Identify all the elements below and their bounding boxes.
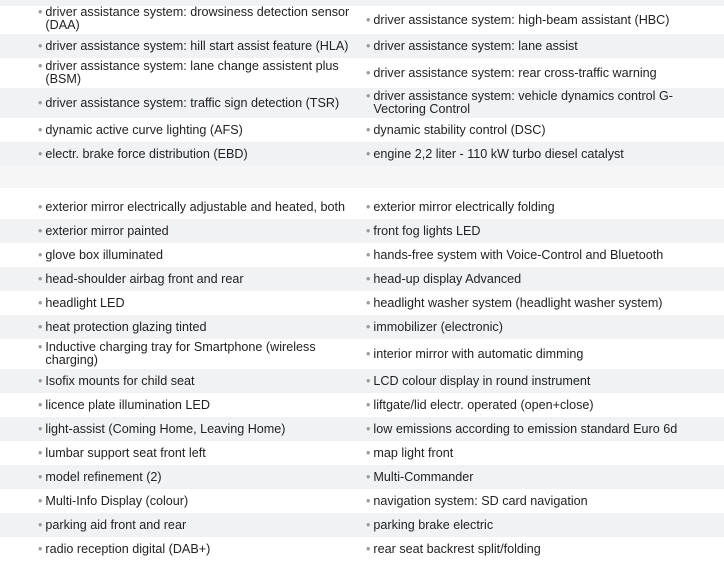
bullet-icon: •	[38, 373, 43, 388]
equipment-row	[0, 369, 724, 393]
bullet-icon: •	[366, 12, 371, 27]
equipment-item-right: • interior mirror with automatic dimming	[366, 346, 584, 361]
bullet-icon: •	[38, 199, 43, 214]
equipment-row	[0, 291, 724, 315]
bullet-icon: •	[38, 271, 43, 286]
bullet-icon: •	[366, 89, 371, 103]
bullet-icon: •	[38, 445, 43, 460]
bullet-icon: •	[38, 38, 43, 53]
equipment-row	[0, 465, 724, 489]
equipment-item-right: • LCD colour display in round instrument	[366, 373, 591, 388]
equipment-row	[0, 142, 724, 166]
bullet-icon: •	[366, 65, 371, 80]
equipment-item-right: • low emissions according to emission standard Euro 6d	[366, 421, 678, 436]
equipment-item-left: • driver assistance system: drowsiness detection sensor (DAA)	[38, 5, 350, 32]
equipment-item-left: • headlight LED	[38, 295, 125, 310]
bullet-icon: •	[38, 421, 43, 436]
bullet-icon: •	[366, 122, 371, 137]
bullet-icon: •	[366, 445, 371, 460]
equipment-item-left: • driver assistance system: lane change assistent plus (BSM)	[38, 59, 339, 86]
equipment-item-left: • lumbar support seat front left	[38, 445, 206, 460]
equipment-row	[0, 417, 724, 441]
equipment-row	[0, 118, 724, 142]
bullet-icon: •	[366, 271, 371, 286]
equipment-row	[0, 219, 724, 243]
equipment-item-left: • exterior mirror electrically adjustable and heated, both	[38, 199, 346, 214]
equipment-item-left: • electr. brake force distribution (EBD)	[38, 146, 248, 161]
bullet-icon: •	[366, 397, 371, 412]
bullet-icon: •	[38, 59, 43, 73]
equipment-item-right: • dynamic stability control (DSC)	[366, 122, 546, 137]
equipment-row	[0, 195, 724, 219]
bullet-icon: •	[38, 493, 43, 508]
equipment-item-left: • glove box illuminated	[38, 247, 164, 262]
equipment-item-right: • hands-free system with Voice-Control and Bluetooth	[366, 247, 664, 262]
equipment-row	[0, 315, 724, 339]
equipment-item-left: • dynamic active curve lighting (AFS)	[38, 122, 243, 137]
equipment-item-left: • Isofix mounts for child seat	[38, 373, 195, 388]
equipment-list-bottom	[0, 195, 724, 561]
bullet-icon: •	[38, 295, 43, 310]
bullet-icon: •	[366, 319, 371, 334]
bullet-icon: •	[38, 469, 43, 484]
equipment-item-right: • navigation system: SD card navigation	[366, 493, 588, 508]
equipment-row	[0, 34, 724, 58]
equipment-item-right: • liftgate/lid electr. operated (open+close)	[366, 397, 594, 412]
equipment-item-left: • light-assist (Coming Home, Leaving Home)	[38, 421, 286, 436]
bullet-icon: •	[38, 517, 43, 532]
bullet-icon: •	[366, 146, 371, 161]
bullet-icon: •	[366, 517, 371, 532]
equipment-item-right: • rear seat backrest split/folding	[366, 541, 541, 556]
equipment-item-right: • exterior mirror electrically folding	[366, 199, 555, 214]
equipment-item-left: • driver assistance system: traffic sign detection (TSR)	[38, 95, 340, 110]
equipment-item-right: • head-up display Advanced	[366, 271, 522, 286]
equipment-item-right: • headlight washer system (headlight washer system)	[366, 295, 663, 310]
bullet-icon: •	[38, 319, 43, 334]
equipment-item-left: • licence plate illumination LED	[38, 397, 210, 412]
bullet-icon: •	[38, 247, 43, 262]
equipment-item-left: • heat protection glazing tinted	[38, 319, 207, 334]
bullet-icon: •	[38, 5, 43, 19]
equipment-item-left: • parking aid front and rear	[38, 517, 187, 532]
equipment-row	[0, 393, 724, 417]
bullet-icon: •	[38, 95, 43, 110]
bullet-icon: •	[38, 541, 43, 556]
equipment-item-right: • engine 2,2 liter - 110 kW turbo diesel catalyst	[366, 146, 624, 161]
equipment-list-top	[0, 0, 724, 166]
bullet-icon: •	[366, 469, 371, 484]
bullet-icon: •	[366, 541, 371, 556]
equipment-row	[0, 441, 724, 465]
equipment-item-right: • parking brake electric	[366, 517, 494, 532]
equipment-item-left: • exterior mirror painted	[38, 223, 169, 238]
equipment-item-left: • Inductive charging tray for Smartphone (wireless charging)	[38, 340, 316, 367]
equipment-row	[0, 58, 724, 88]
equipment-row	[0, 489, 724, 513]
bullet-icon: •	[38, 397, 43, 412]
equipment-item-right: • driver assistance system: rear cross-traffic warning	[366, 65, 657, 80]
equipment-item-right: • map light front	[366, 445, 454, 460]
equipment-row	[0, 267, 724, 291]
bullet-icon: •	[38, 146, 43, 161]
bullet-icon: •	[38, 122, 43, 137]
equipment-row	[0, 339, 724, 369]
equipment-row	[0, 88, 724, 118]
equipment-item-right: • driver assistance system: vehicle dynamics control G-Vectoring Control	[366, 89, 673, 116]
equipment-item-left: • head-shoulder airbag front and rear	[38, 271, 244, 286]
bullet-icon: •	[366, 373, 371, 388]
bullet-icon: •	[366, 199, 371, 214]
bullet-icon: •	[366, 493, 371, 508]
equipment-item-right: • driver assistance system: lane assist	[366, 38, 578, 53]
bullet-icon: •	[366, 295, 371, 310]
equipment-item-right: • front fog lights LED	[366, 223, 481, 238]
bullet-icon: •	[366, 421, 371, 436]
equipment-item-left: • radio reception digital (DAB+)	[38, 541, 211, 556]
bullet-icon: •	[38, 340, 43, 354]
bullet-icon: •	[366, 223, 371, 238]
equipment-item-left: • model refinement (2)	[38, 469, 162, 484]
equipment-item-left: • driver assistance system: hill start assist feature (HLA)	[38, 38, 349, 53]
equipment-row	[0, 513, 724, 537]
equipment-row	[0, 243, 724, 267]
bullet-icon: •	[366, 38, 371, 53]
equipment-item-right: • immobilizer (electronic)	[366, 319, 503, 334]
equipment-item-right: • Multi-Commander	[366, 469, 474, 484]
equipment-row	[0, 6, 724, 34]
equipment-row	[0, 537, 724, 561]
equipment-item-left: • Multi-Info Display (colour)	[38, 493, 189, 508]
bullet-icon: •	[366, 247, 371, 262]
bullet-icon: •	[366, 346, 371, 361]
bullet-icon: •	[38, 223, 43, 238]
equipment-item-right: • driver assistance system: high-beam assistant (HBC)	[366, 12, 670, 27]
